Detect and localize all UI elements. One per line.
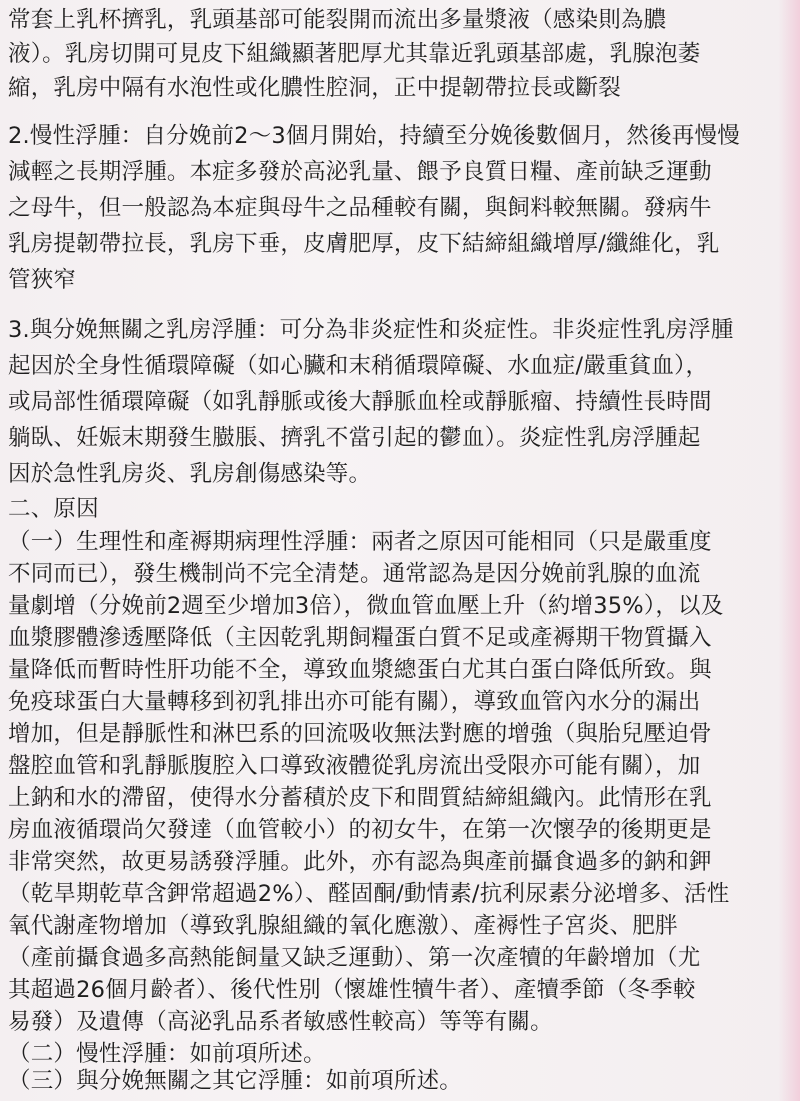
subsection-line: （二）慢性浮腫：如前項所述。 [8, 1041, 326, 1067]
text-line: 2.慢性浮腫：自分娩前2～3個月開始，持續至分娩後數個月，然後再慢慢 [8, 123, 740, 149]
text-line: 不同而已），發生機制尚不完全清楚。通常認為是因分娩前乳腺的血流 [8, 561, 701, 587]
text-line: 液）。乳房切開可見皮下組織顯著肥厚尤其靠近乳頭基部處，乳腺泡萎 [8, 41, 701, 67]
text-line: 乳房提韌帶拉長，乳房下垂，皮膚肥厚，皮下結締組織增厚/纖維化，乳 [8, 231, 720, 257]
text-line: 免疫球蛋白大量轉移到初乳排出亦可能有關），導致血管內水分的漏出 [8, 689, 701, 715]
text-line: 易發）及遺傳（高泌乳品系者敏感性較高）等等有關。 [8, 1009, 553, 1035]
text-line: 常套上乳杯擠乳，乳頭基部可能裂開而流出多量漿液（感染則為膿 [8, 7, 667, 33]
text-line: 量降低而暫時性肝功能不全，導致血漿總蛋白尤其白蛋白降低所致。與 [8, 657, 712, 683]
text-line: 或局部性循環障礙（如乳靜脈或後大靜脈血栓或靜脈瘤、持續性長時間 [8, 389, 712, 415]
text-line: 其超過26個月齡者）、後代性別（懷雄性犢牛者）、產犢季節（冬季較 [8, 977, 696, 1003]
text-line: 氧代謝產物增加（導致乳腺組織的氧化應激）、產褥性子宮炎、肥胖 [8, 913, 678, 939]
subsection-line: （三）與分娩無關之其它浮腫：如前項所述。 [8, 1068, 463, 1094]
text-line: （一）生理性和產褥期病理性浮腫：兩者之原因可能相同（只是嚴重度 [8, 529, 712, 555]
text-line: 縮，乳房中隔有水泡性或化膿性腔洞，正中提韌帶拉長或斷裂 [8, 75, 621, 101]
text-line: 減輕之長期浮腫。本症多發於高泌乳量、餵予良質日糧、產前缺乏運動 [8, 159, 712, 185]
text-line: 管狹窄 [8, 267, 77, 293]
text-line: 3.與分娩無關之乳房浮腫：可分為非炎症性和炎症性。非炎症性乳房浮腫 [8, 317, 734, 343]
text-line: （乾旱期乾草含鉀常超過2%）、醛固酮/動情素/抗利尿素分泌增多、活性 [8, 881, 730, 907]
text-line: 量劇增（分娩前2週至少增加3倍），微血管血壓上升（約增35%），以及 [8, 593, 724, 619]
text-line: （產前攝食過多高熱能飼量又缺乏運動）、第一次產犢的年齡增加（尤 [8, 945, 701, 971]
text-line: 增加，但是靜脈性和淋巴系的回流吸收無法對應的增強（與胎兒壓迫骨 [8, 721, 712, 747]
text-line: 房血液循環尚欠發達（血管較小）的初女牛，在第一次懷孕的後期更是 [8, 817, 712, 843]
text-line: 上鈉和水的滯留，使得水分蓄積於皮下和間質結締組織內。此情形在乳 [8, 785, 712, 811]
text-line: 起因於全身性循環障礙（如心臟和末稍循環障礙、水血症/嚴重貧血）， [8, 353, 709, 379]
text-line: 躺臥、妊娠末期發生臌脹、擠乳不當引起的鬱血）。炎症性乳房浮腫起 [8, 425, 701, 451]
text-line: 因於急性乳房炎、乳房創傷感染等。 [8, 461, 372, 487]
text-line: 非常突然，故更易誘發浮腫。此外，亦有認為與產前攝食過多的鈉和鉀 [8, 849, 712, 875]
text-line: 盤腔血管和乳靜脈腹腔入口導致液體從乳房流出受限亦可能有關），加 [8, 753, 701, 779]
text-line: 之母牛，但一般認為本症與母牛之品種較有關，與飼料較無關。發病牛 [8, 195, 712, 221]
text-line: 血漿膠體滲透壓降低（主因乾乳期飼糧蛋白質不足或產褥期干物質攝入 [8, 625, 712, 651]
section-heading: 二、原因 [8, 496, 99, 522]
